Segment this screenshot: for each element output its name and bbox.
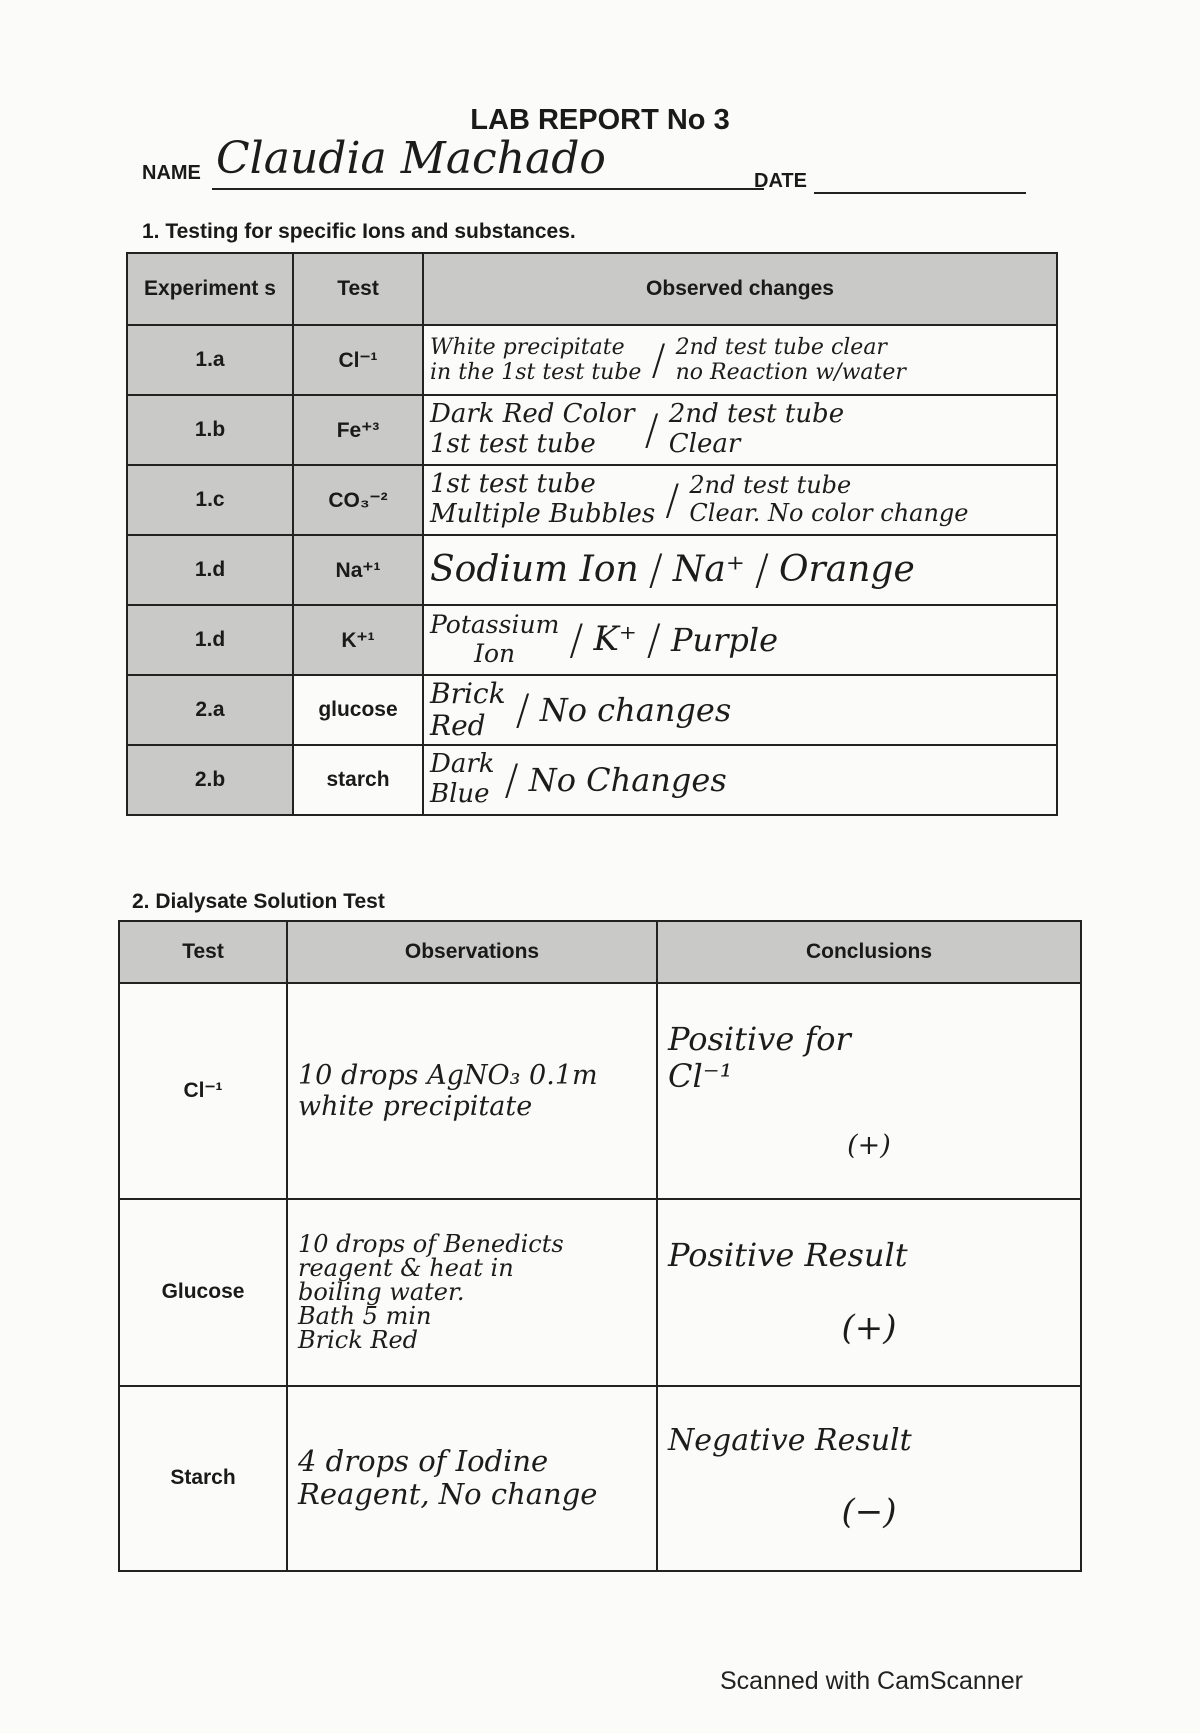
observation-cell: 10 drops of Benedicts reagent & heat in boiling water. Bath 5 min Brick Red	[287, 1199, 657, 1386]
name-label: NAME	[142, 162, 201, 184]
test-cell: K⁺¹	[293, 605, 423, 675]
experiment-cell: 1.a	[127, 325, 293, 395]
conclusion-sign: (−)	[841, 1492, 897, 1533]
observation-text: Purple	[670, 620, 779, 659]
student-name-handwritten: Claudia Machado	[216, 133, 606, 184]
observation-text: Sodium Ion	[430, 549, 639, 591]
conclusion-cell	[657, 1199, 1081, 1386]
observation-text: Orange	[779, 549, 915, 591]
table-row	[119, 1386, 1081, 1571]
observation-text: Brick Red	[430, 676, 506, 742]
observation-cell: 10 drops AgNO₃ 0.1m white precipitate	[287, 983, 657, 1199]
observation-text: No changes	[539, 690, 732, 729]
observation-text: 2nd test tube Clear. No color change	[689, 471, 969, 527]
experiment-cell: 2.a	[127, 675, 293, 745]
header-experiment: Experiment s	[127, 253, 293, 325]
header-observed-changes: Observed changes	[423, 253, 1057, 325]
header-observations: Observations	[287, 921, 657, 983]
experiment-cell: 2.b	[127, 745, 293, 815]
observation-cell	[423, 325, 1057, 395]
conclusion-text: Positive for Cl⁻¹	[668, 1020, 851, 1095]
header-test: Test	[119, 921, 287, 983]
observation-cell	[423, 465, 1057, 535]
table-row	[127, 535, 1057, 605]
divider-slash: /	[754, 544, 770, 594]
conclusion-cell	[657, 1386, 1081, 1571]
test-cell: Starch	[119, 1386, 287, 1571]
divider-slash: /	[515, 684, 530, 734]
table-row	[119, 983, 1081, 1199]
section2-heading: 2. Dialysate Solution Test	[132, 890, 385, 913]
test-cell: Glucose	[119, 1199, 287, 1386]
observation-text: 2nd test tube Clear	[668, 399, 845, 459]
test-cell: Cl⁻¹	[293, 325, 423, 395]
observation-text: 1st test tube Multiple Bubbles	[430, 469, 656, 529]
table-row	[119, 1199, 1081, 1386]
report-title: LAB REPORT No 3	[470, 104, 730, 136]
observation-cell	[423, 745, 1057, 815]
name-date-row	[142, 133, 1042, 200]
experiment-cell: 1.b	[127, 395, 293, 465]
test-cell: CO₃⁻²	[293, 465, 423, 535]
scanner-watermark: Scanned with CamScanner	[720, 1667, 1023, 1695]
observation-text: Na⁺	[672, 549, 745, 591]
observation-text: No Changes	[528, 760, 727, 799]
observation-cell	[423, 535, 1057, 605]
conclusion-sign: (+)	[847, 1129, 891, 1161]
date-label: DATE	[754, 170, 807, 192]
observation-text: Dark Red Color 1st test tube	[430, 399, 635, 459]
conclusion-sign: (+)	[841, 1307, 897, 1348]
table-row	[127, 745, 1057, 815]
name-line	[212, 188, 764, 190]
date-line	[814, 192, 1026, 194]
experiment-cell: 1.c	[127, 465, 293, 535]
header-conclusions: Conclusions	[657, 921, 1081, 983]
observation-cell: 4 drops of Iodine Reagent, No change	[287, 1386, 657, 1571]
observation-cell	[423, 395, 1057, 465]
observation-cell	[423, 675, 1057, 745]
divider-slash: /	[648, 544, 663, 594]
table-row	[127, 395, 1057, 465]
observation-text: 2nd test tube clear no Reaction w/water	[675, 334, 906, 385]
table-row	[127, 465, 1057, 535]
divider-slash: /	[651, 334, 666, 384]
conclusion-cell	[657, 983, 1081, 1199]
observation-text: K⁺	[593, 619, 637, 660]
observation-cell	[423, 605, 1057, 675]
section1-heading: 1. Testing for specific Ions and substances.	[142, 220, 576, 243]
table-row	[127, 325, 1057, 395]
divider-slash: /	[665, 474, 680, 524]
divider-slash: /	[644, 404, 659, 454]
divider-slash: /	[569, 614, 584, 664]
test-cell: starch	[293, 745, 423, 815]
observation-text: White precipitate in the 1st test tube	[430, 334, 642, 385]
conclusion-text: Positive Result	[668, 1235, 908, 1274]
header-test: Test	[293, 253, 423, 325]
test-cell: glucose	[293, 675, 423, 745]
divider-slash: /	[504, 754, 519, 804]
experiment-cell: 1.d	[127, 605, 293, 675]
table-row	[127, 675, 1057, 745]
observation-text: Dark Blue	[430, 749, 495, 809]
experiment-cell: 1.d	[127, 535, 293, 605]
observation-text: Potassium Ion	[430, 610, 560, 668]
test-cell: Fe⁺³	[293, 395, 423, 465]
dialysate-test-table	[118, 920, 1082, 1572]
test-cell: Cl⁻¹	[119, 983, 287, 1199]
conclusion-text: Negative Result	[668, 1422, 912, 1458]
divider-slash: /	[646, 614, 661, 664]
ion-testing-table	[126, 252, 1058, 816]
test-cell: Na⁺¹	[293, 535, 423, 605]
table-row	[127, 605, 1057, 675]
